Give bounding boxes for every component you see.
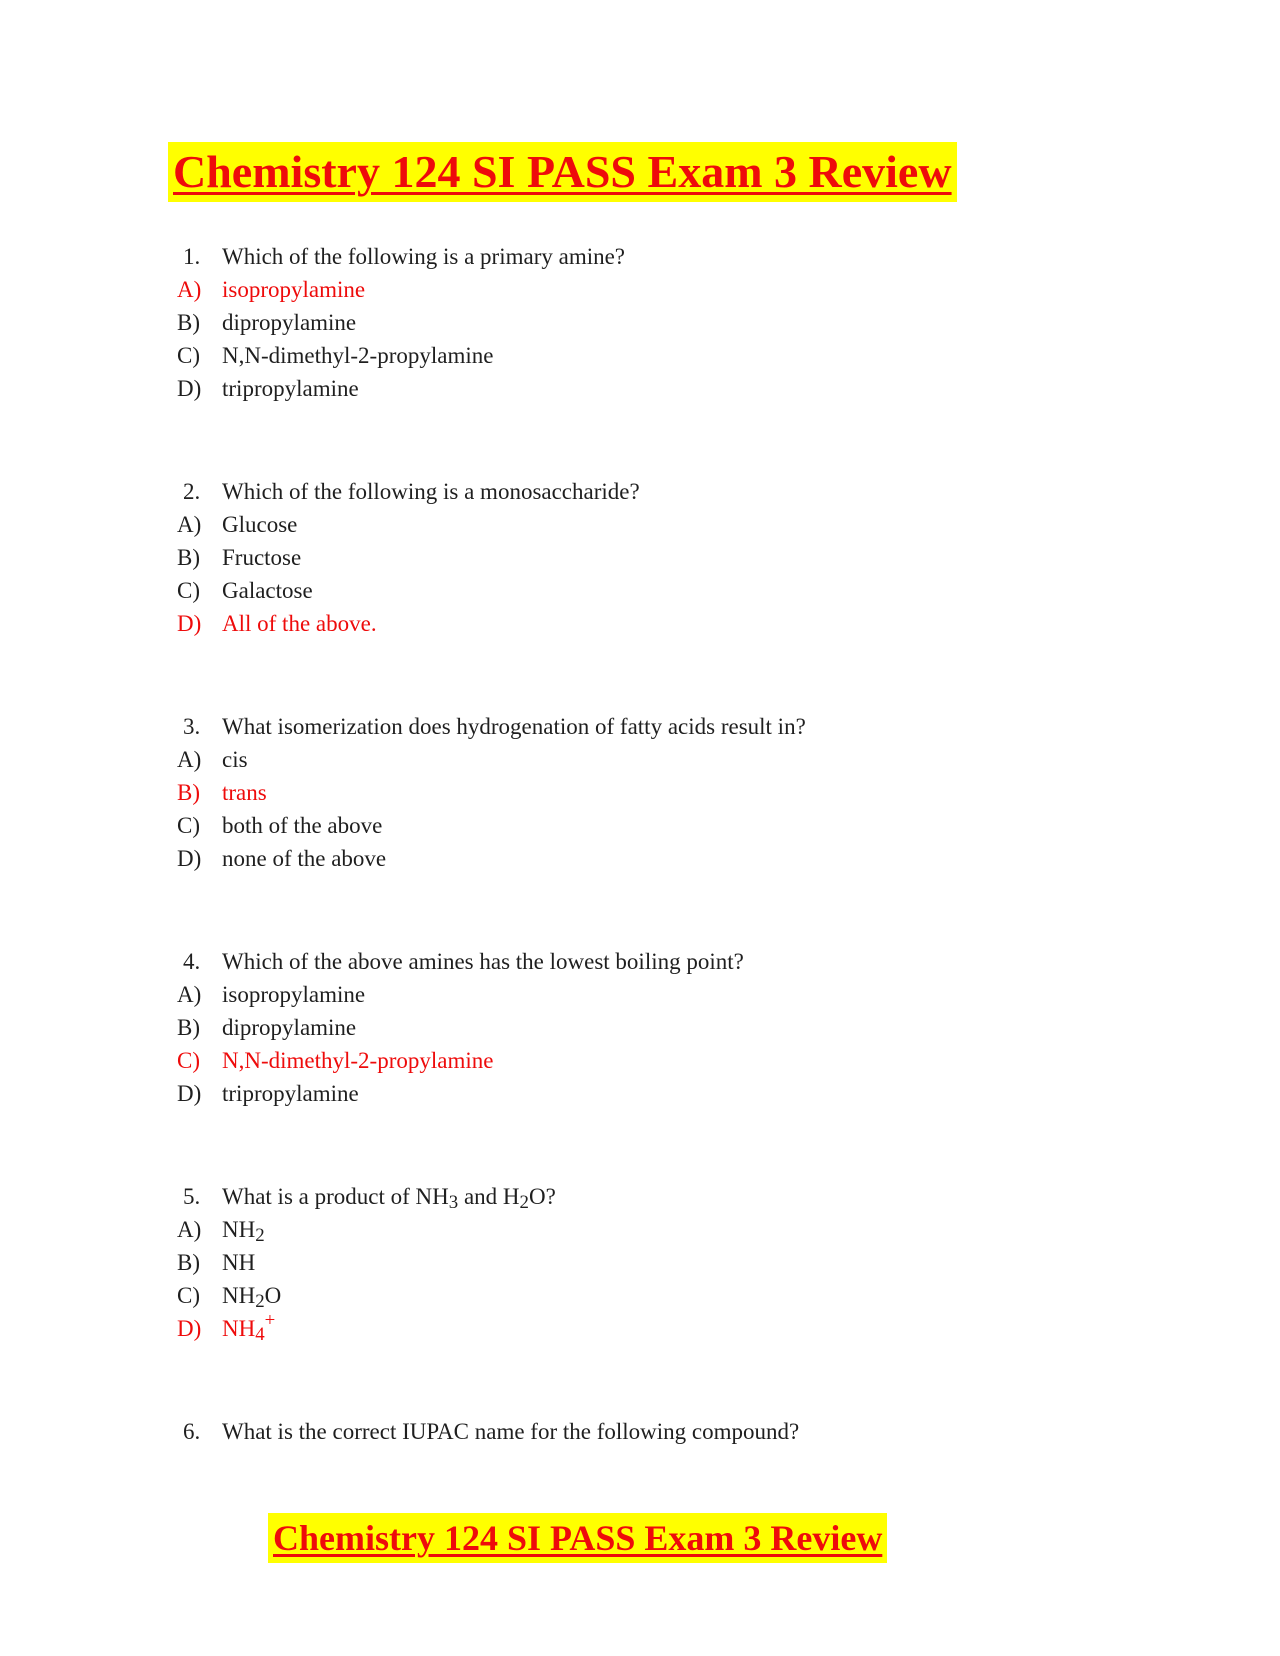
option-label: D) [177,376,202,401]
option-label: D) [177,1316,202,1341]
question-list [177,240,1240,1448]
option-row [177,273,1240,306]
option-text: Glucose [222,512,298,537]
option-row [177,541,1240,574]
option-row [177,1044,1240,1077]
option-label: B) [177,780,200,805]
option-text: Fructose [222,545,302,570]
option-text: N,N-dimethyl-2-propylamine [222,1048,494,1073]
option-row [177,842,1240,875]
option-label: C) [177,343,200,368]
question-row [177,475,1240,508]
option-label: B) [177,1250,200,1275]
option-row [177,574,1240,607]
question-number: 1. [183,244,201,269]
document-title: Chemistry 124 SI PASS Exam 3 Review [168,142,957,202]
question-text: Which of the following is a monosaccharide? [222,479,640,504]
question-text: Which of the above amines has the lowest boiling point? [222,949,744,974]
option-label: A) [177,277,202,302]
option-label: C) [177,1048,200,1073]
option-text: trans [222,780,267,805]
option-row [177,306,1240,339]
subscript: 3 [448,1191,459,1213]
question-text: What isomerization does hydrogenation of fatty acids result in? [222,714,806,739]
option-row [177,809,1240,842]
subscript: 2 [255,1224,265,1246]
option-text: Galactose [222,578,313,603]
subscript: 4 [255,1323,265,1345]
option-row [177,1309,1240,1345]
option-row [177,508,1240,541]
option-row [177,1213,1240,1246]
option-text: none of the above [222,846,387,871]
option-row [177,978,1240,1011]
option-label: B) [177,545,200,570]
question-block [177,1180,1240,1345]
question-row [177,1415,1240,1448]
question-number: 6. [183,1419,201,1444]
option-label: C) [177,1283,200,1308]
option-text: dipropylamine [222,1015,357,1040]
question-row [177,240,1240,273]
option-row [177,743,1240,776]
option-label: A) [177,747,202,772]
option-text: N,N-dimethyl-2-propylamine [222,343,494,368]
subscript: 2 [255,1290,265,1312]
superscript: + [264,1309,276,1331]
option-label: D) [177,846,202,871]
option-text: $NH_2$ [222,1217,265,1246]
option-row [177,607,1240,640]
question-block [177,240,1240,405]
option-label: D) [177,1081,202,1106]
option-row [177,1246,1240,1279]
option-row [177,1011,1240,1044]
option-text: isopropylamine [222,982,366,1007]
option-text: tripropylamine [222,376,359,401]
question-row [177,945,1240,978]
option-label: B) [177,310,200,335]
option-row [177,1279,1240,1312]
option-text: dipropylamine [222,310,357,335]
question-block [177,710,1240,875]
option-row [177,372,1240,405]
option-text: $NH_2O$ [222,1283,282,1312]
option-label: B) [177,1015,200,1040]
option-label: D) [177,611,202,636]
question-row [177,710,1240,743]
option-row [177,1077,1240,1110]
question-number: 4. [183,949,201,974]
footer-title: Chemistry 124 SI PASS Exam 3 Review [268,1513,887,1563]
option-row [177,339,1240,372]
option-label: A) [177,512,202,537]
question-block [177,945,1240,1110]
option-text: All of the above. [222,611,377,636]
question-number: 2. [183,479,201,504]
option-text: NH [222,1250,256,1275]
question-block [177,1415,1240,1448]
question-text: Which of the following is a primary amine? [222,244,626,269]
option-label: C) [177,813,200,838]
question-number: 3. [183,714,201,739]
option-text: tripropylamine [222,1081,359,1106]
question-block [177,475,1240,640]
option-label: A) [177,982,202,1007]
option-text: both of the above [222,813,383,838]
question-text: What is a product of $NH_3$ and $H_2O$? [222,1184,556,1213]
question-number: 5. [183,1184,201,1209]
option-text: $NH_4^+$ [222,1309,276,1345]
option-row [177,776,1240,809]
question-row [177,1180,1240,1213]
option-text: isopropylamine [222,277,366,302]
question-text: What is the correct IUPAC name for the following compound? [222,1419,800,1444]
subscript: 2 [519,1191,529,1213]
option-label: C) [177,578,200,603]
option-text: cis [222,747,248,772]
option-label: A) [177,1217,202,1242]
